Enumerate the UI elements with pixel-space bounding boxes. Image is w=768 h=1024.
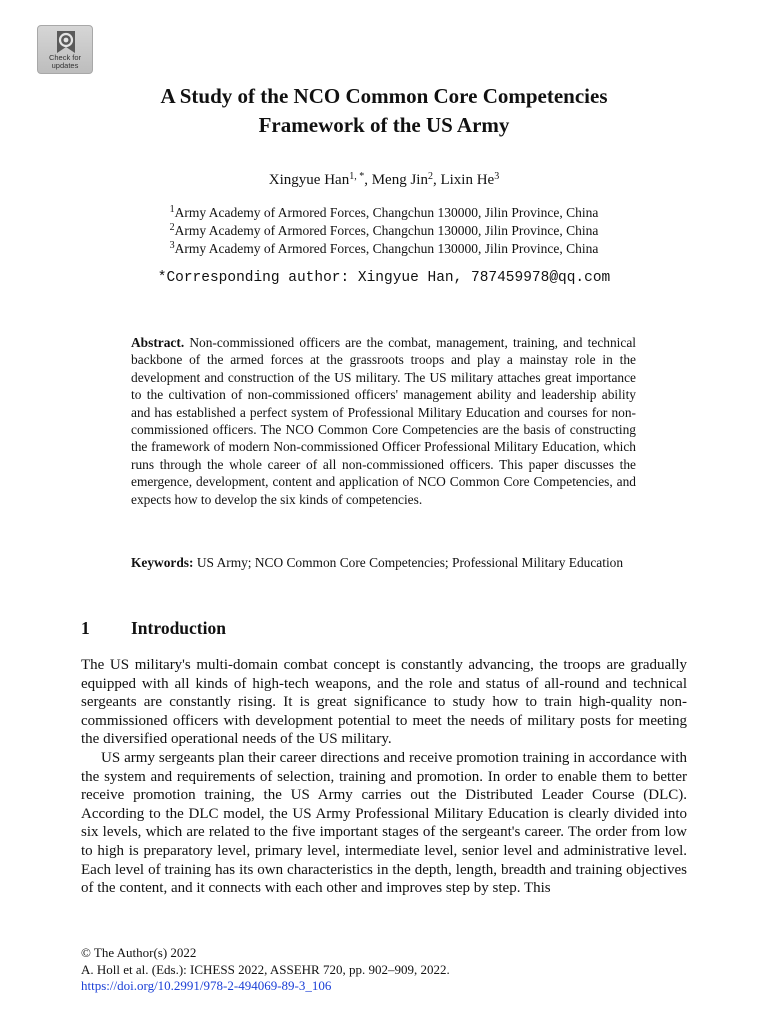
abstract-text: Non-commissioned officers are the combat, management, training, and technical backbone of the armed forces at the grassroots troops and play a mainstay role in the development and construction of the US military. The US military attaches great importance to the cultivation of non-commissioned officers' management ability and leadership ability and has established a perfect system of Professional Military Education and courses for non-commissioned officers. The NCO Common Core Competencies are the basis of constructing the framework of modern Non-commissioned Officer Professional Military Education, which runs through the whole career of all non-commissioned officers. This paper discusses the emergence, development, content and application of NCO Common Core Competencies, and expects how to develop the six kinds of competencies.: [131, 335, 636, 507]
body-text: [81, 656, 687, 898]
abstract-label: Abstract.: [131, 335, 185, 350]
affiliation-sup: 2: [169, 222, 175, 233]
author-name: Xingyue Han: [268, 172, 350, 188]
author-list: Xingyue Han$^{1, *}$, Meng Jin$^2$, Lixin He$^3$: [268, 171, 500, 188]
affiliation: [0, 240, 768, 258]
citation: A. Holl et al. (Eds.): ICHESS 2022, ASSEHR 720, pp. 902–909, 2022.: [81, 961, 450, 977]
keywords-label: Keywords:: [131, 555, 194, 570]
author-sup: 2: [427, 171, 433, 182]
paragraph: US army sergeants plan their career directions and receive promotion training in accordance with the system and requirements of selection, training and promotion. In order to enable them to better receive promotion training, the US Army carries out the Distributed Leader Course (DLC). According to the DLC model, the US Army Professional Military Education is clearly divided into six levels, which are related to the five important stages of the sergeant's career. The order from low to high is preparatory level, primary level, intermediate level, senior level and administrative level. Each level of training has its own characteristics in the depth, length, breadth and training objectives of the content, and it connects with each other and improves step by step. This: [81, 749, 687, 897]
bookmark-ring-icon: [55, 30, 77, 54]
affiliation: [0, 204, 768, 222]
badge-line-2: updates: [51, 61, 79, 70]
paper-title: [0, 82, 768, 140]
author-name: Lixin He: [440, 172, 495, 188]
section-number: 1: [81, 618, 90, 638]
affiliation-text: Army Academy of Armored Forces, Changchun 130000, Jilin Province, China: [174, 223, 599, 238]
keywords: [131, 554, 636, 571]
footer: [81, 945, 450, 995]
title-line-2: Framework of the US Army: [258, 113, 510, 137]
affiliation-text: Army Academy of Armored Forces, Changchun 130000, Jilin Province, China: [174, 205, 599, 220]
title-line-1: A Study of the NCO Common Core Competencies: [160, 84, 608, 108]
author-sup: 3: [494, 171, 500, 182]
affiliation-sup: 3: [169, 240, 175, 251]
paragraph: The US military's multi-domain combat concept is constantly advancing, the troops are gradually equipped with all kinds of high-tech weapons, and the role and status of all-round and technical sergeants are constantly rising. It is great significance to study how to train high-quality non-commissioned officers with development potential to meet the needs of military posts for meeting the diversified operational needs of the US military.: [81, 657, 687, 748]
section-heading: [81, 616, 226, 640]
keywords-text: US Army; NCO Common Core Competencies; Professional Military Education: [196, 555, 624, 570]
corresponding-author: *Corresponding author: Xingyue Han, 787459978@qq.com: [157, 270, 611, 286]
affiliation-text: Army Academy of Armored Forces, Changchun 130000, Jilin Province, China: [174, 241, 599, 256]
affiliation: [0, 222, 768, 240]
affiliation-list: [0, 204, 768, 258]
author-sup: 1, *: [349, 171, 365, 182]
copyright: © The Author(s) 2022: [81, 945, 197, 960]
check-for-updates-badge[interactable]: [37, 25, 93, 74]
badge-text: [38, 54, 92, 70]
author-name: Meng Jin: [371, 172, 428, 188]
section-title: Introduction: [131, 618, 226, 638]
badge-line-1: Check for: [48, 53, 82, 62]
doi-link[interactable]: https://doi.org/10.2991/978-2-494069-89-3_106: [81, 978, 332, 993]
affiliation-sup: 1: [169, 204, 175, 215]
abstract: [131, 334, 636, 508]
